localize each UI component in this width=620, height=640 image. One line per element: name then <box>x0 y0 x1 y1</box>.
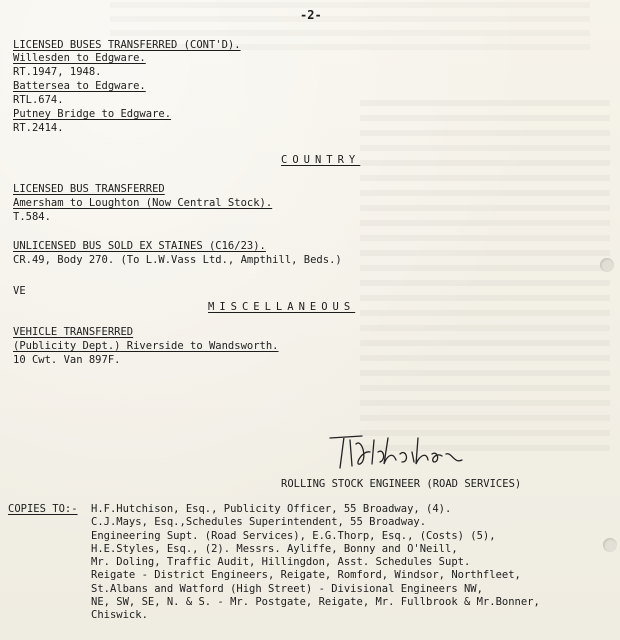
route-detail: RTL.674. <box>13 94 64 106</box>
copies-line: Mr. Doling, Traffic Audit, Hillingdon, Asst. Schedules Supt. <box>91 556 471 569</box>
signature-title: ROLLING STOCK ENGINEER (ROAD SERVICES) <box>281 478 522 490</box>
route-line: Willesden to Edgware. <box>13 52 146 64</box>
copies-line: St.Albans and Watford (High Street) - Divisional Engineers NW, <box>91 582 483 595</box>
punch-hole <box>600 258 614 272</box>
route-detail: 10 Cwt. Van 897F. <box>13 354 121 366</box>
copies-label: COPIES TO:- <box>8 503 78 515</box>
copies-line: H.F.Hutchison, Esq., Publicity Officer, 55 Broadway, (4). <box>91 503 452 515</box>
subheading-unlicensed-bus: UNLICENSED BUS SOLD EX STAINES (C16/23). <box>13 240 266 252</box>
section-heading-licensed-buses: LICENSED BUSES TRANSFERRED (CONT'D). <box>13 39 241 51</box>
copies-line: Engineering Supt. (Road Services), E.G.Thorp, Esq., (Costs) (5), <box>91 529 496 542</box>
route-detail: T.584. <box>13 211 51 223</box>
page-number: -2- <box>300 8 322 22</box>
punch-hole <box>603 538 617 552</box>
subheading-vehicle-transferred: VEHICLE TRANSFERRED <box>13 326 134 338</box>
margin-mark: VE <box>13 285 26 297</box>
copies-line: NE, SW, SE, N. & S. - Mr. Postgate, Reigate, Mr. Fullbrook & Mr.Bonner, <box>91 596 540 609</box>
route-line: Battersea to Edgware. <box>13 80 146 92</box>
route-line: (Publicity Dept.) Riverside to Wandsworth. <box>13 340 279 352</box>
route-detail: RT.1947, 1948. <box>13 66 102 78</box>
section-heading-miscellaneous: MISCELLANEOUS <box>208 301 356 313</box>
copies-list <box>91 503 540 623</box>
copies-line: C.J.Mays, Esq.,Schedules Superintendent, 55 Broadway. <box>91 516 427 529</box>
copies-line: Chiswick. <box>91 609 148 622</box>
route-detail: RT.2414. <box>13 122 64 134</box>
route-detail: CR.49, Body 270. (To L.W.Vass Ltd., Ampthill, Beds.) <box>13 254 342 266</box>
route-line: Putney Bridge to Edgware. <box>13 108 172 120</box>
handwritten-signature <box>322 430 472 476</box>
copies-line: H.E.Styles, Esq., (2). Messrs. Ayliffe, Bonny and O'Neill, <box>91 542 458 555</box>
section-heading-country: COUNTRY <box>281 154 361 166</box>
bleed-through-shadow <box>360 100 610 460</box>
route-line: Amersham to Loughton (Now Central Stock). <box>13 197 273 209</box>
subheading-licensed-bus: LICENSED BUS TRANSFERRED <box>13 183 165 195</box>
copies-line: Reigate - District Engineers, Reigate, Romford, Windsor, Northfleet, <box>91 569 521 582</box>
